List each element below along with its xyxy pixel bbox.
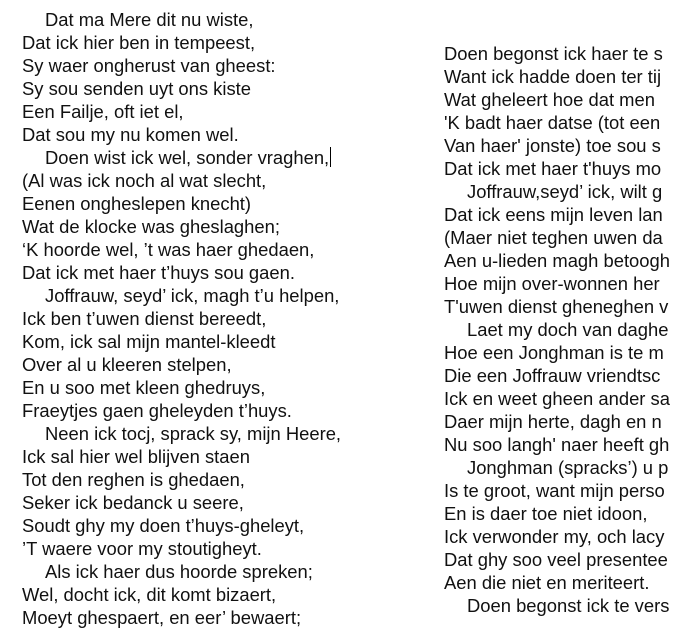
text-cursor [330, 147, 331, 167]
left-column-line[interactable] [22, 422, 422, 445]
left-column-line[interactable] [22, 54, 422, 77]
left-column-line[interactable] [22, 261, 422, 284]
text-line-content: Dat ick met haer t'huys mo [444, 158, 662, 179]
left-column-line[interactable] [22, 238, 422, 261]
text-line-content: Doen begonst ick haer te s [444, 43, 663, 64]
right-column-line[interactable] [444, 272, 680, 295]
left-column-line[interactable] [22, 376, 422, 399]
text-line-content: Over al u kleeren stelpen, [22, 354, 232, 375]
left-column-line[interactable] [22, 399, 422, 422]
text-line-content: Doen wist ick wel, sonder vraghen, [45, 147, 330, 168]
left-column-line[interactable] [22, 606, 422, 629]
left-column-line[interactable] [22, 330, 422, 353]
right-column-line[interactable] [444, 88, 680, 111]
text-line-content: Sy waer ongherust van gheest: [22, 55, 276, 76]
right-column-line[interactable] [444, 111, 680, 134]
right-column-line[interactable] [444, 134, 680, 157]
text-line-content: Soudt ghy my doen t’huys-gheleyt, [22, 515, 305, 536]
right-column-line[interactable] [444, 456, 680, 479]
text-line-content: Dat ick eens mijn leven lan [444, 204, 663, 225]
right-column-line[interactable] [444, 157, 680, 180]
text-line-content: Nu soo langh' naer heeft gh [444, 434, 670, 455]
left-column-line[interactable] [22, 215, 422, 238]
text-line-content: Wat gheleert hoe dat men [444, 89, 655, 110]
left-column-line[interactable] [22, 8, 422, 31]
right-column-line[interactable] [444, 249, 680, 272]
right-column-line[interactable] [444, 318, 680, 341]
text-line-content: Is te groot, want mijn perso [444, 480, 665, 501]
right-column-line[interactable] [444, 341, 680, 364]
right-column-line[interactable] [444, 571, 680, 594]
right-column-line[interactable] [444, 525, 680, 548]
text-line-content: Tot den reghen is ghedaen, [22, 469, 245, 490]
text-line-content: En is daer toe niet idoon, [444, 503, 648, 524]
right-column-line[interactable] [444, 364, 680, 387]
right-column-line[interactable] [444, 502, 680, 525]
text-line-content: Neen ick tocj, sprack sy, mijn Heere, [45, 423, 342, 444]
left-column-line[interactable] [22, 31, 422, 54]
text-line-content: ‘K hoorde wel, ’t was haer ghedaen, [22, 239, 315, 260]
left-column-line[interactable] [22, 353, 422, 376]
text-line-content: Aen die niet en meriteert. [444, 572, 650, 593]
text-line-content: Van haer' jonste) toe sou s [444, 135, 661, 156]
left-column-line[interactable] [22, 560, 422, 583]
left-column-line[interactable] [22, 169, 422, 192]
text-line-content: Fraeytjes gaen gheleyden t’huys. [22, 400, 292, 421]
right-column-line[interactable] [444, 433, 680, 456]
text-line-content: Dat ick hier ben in tempeest, [22, 32, 256, 53]
right-column-line[interactable] [444, 295, 680, 318]
text-line-content: Wat de klocke was gheslaghen; [22, 216, 280, 237]
text-line-content: Als ick haer dus hoorde spreken; [45, 561, 313, 582]
right-column-line[interactable] [444, 180, 680, 203]
text-line-content: Ick sal hier wel blijven staen [22, 446, 250, 467]
text-line-content: Jonghman (spracks’) u p [467, 457, 669, 478]
text-line-content: Ick verwonder my, och lacy [444, 526, 665, 547]
text-line-content: 'K badt haer datse (tot een [444, 112, 661, 133]
left-column-line[interactable] [22, 307, 422, 330]
left-column-line[interactable] [22, 468, 422, 491]
right-column-line[interactable] [444, 65, 680, 88]
text-line-content: Die een Joffrauw vriendtsc [444, 365, 661, 386]
left-column-line[interactable] [22, 537, 422, 560]
left-column-line[interactable] [22, 77, 422, 100]
right-column-line[interactable] [444, 203, 680, 226]
left-column-line[interactable] [22, 583, 422, 606]
text-line-content: Dat ma Mere dit nu wiste, [45, 9, 254, 30]
text-line-content: Moeyt ghespaert, en eer’ bewaert; [22, 607, 302, 628]
text-line-content: ’T waere voor my stoutigheyt. [22, 538, 262, 559]
text-line-content: Dat sou my nu komen wel. [22, 124, 239, 145]
text-line-content: Seker ick bedanck u seere, [22, 492, 244, 513]
text-line-content: (Al was ick noch al wat slecht, [22, 170, 267, 191]
right-text-column [444, 42, 680, 617]
text-line-content: Daer mijn herte, dagh en n [444, 411, 662, 432]
right-column-line[interactable] [444, 226, 680, 249]
text-line-content: Joffrauw, seyd’ ick, magh t’u helpen, [45, 285, 340, 306]
text-line-content: Een Failje, oft iet el, [22, 101, 184, 122]
text-line-content: Hoe mijn over-wonnen her [444, 273, 660, 294]
left-column-line[interactable] [22, 146, 422, 169]
text-line-content: En u soo met kleen ghedruys, [22, 377, 266, 398]
text-line-content: T'uwen dienst gheneghen v [444, 296, 669, 317]
right-column-line[interactable] [444, 387, 680, 410]
text-line-content: Doen begonst ick te vers [467, 595, 670, 616]
text-line-content: Ick en weet gheen ander sa [444, 388, 670, 409]
right-column-line[interactable] [444, 548, 680, 571]
right-column-line[interactable] [444, 410, 680, 433]
left-column-line[interactable] [22, 192, 422, 215]
text-line-content: Wel, docht ick, dit komt bizaert, [22, 584, 277, 605]
right-column-line[interactable] [444, 594, 680, 617]
left-column-line[interactable] [22, 514, 422, 537]
text-line-content: Eenen ongheslepen knecht) [22, 193, 252, 214]
left-column-line[interactable] [22, 491, 422, 514]
left-column-line[interactable] [22, 123, 422, 146]
text-line-content: Dat ick met haer t’huys sou gaen. [22, 262, 295, 283]
text-line-content: Sy sou senden uyt ons kiste [22, 78, 251, 99]
left-text-column [22, 8, 422, 629]
text-line-content: Dat ghy soo veel presentee [444, 549, 668, 570]
left-column-line[interactable] [22, 100, 422, 123]
right-column-line[interactable] [444, 42, 680, 65]
right-column-line[interactable] [444, 479, 680, 502]
text-line-content: Laet my doch van daghe [467, 319, 669, 340]
text-line-content: Aen u-lieden magh betoogh [444, 250, 670, 271]
text-line-content: Want ick hadde doen ter tij [444, 66, 662, 87]
left-column-line[interactable] [22, 445, 422, 468]
text-line-content: Kom, ick sal mijn mantel-kleedt [22, 331, 276, 352]
text-line-content: Hoe een Jonghman is te m [444, 342, 664, 363]
text-line-content: Joffrauw,seyd’ ick, wilt g [467, 181, 663, 202]
text-line-content: (Maer niet teghen uwen da [444, 227, 663, 248]
text-line-content: Ick ben t’uwen dienst bereedt, [22, 308, 267, 329]
left-column-line[interactable] [22, 284, 422, 307]
